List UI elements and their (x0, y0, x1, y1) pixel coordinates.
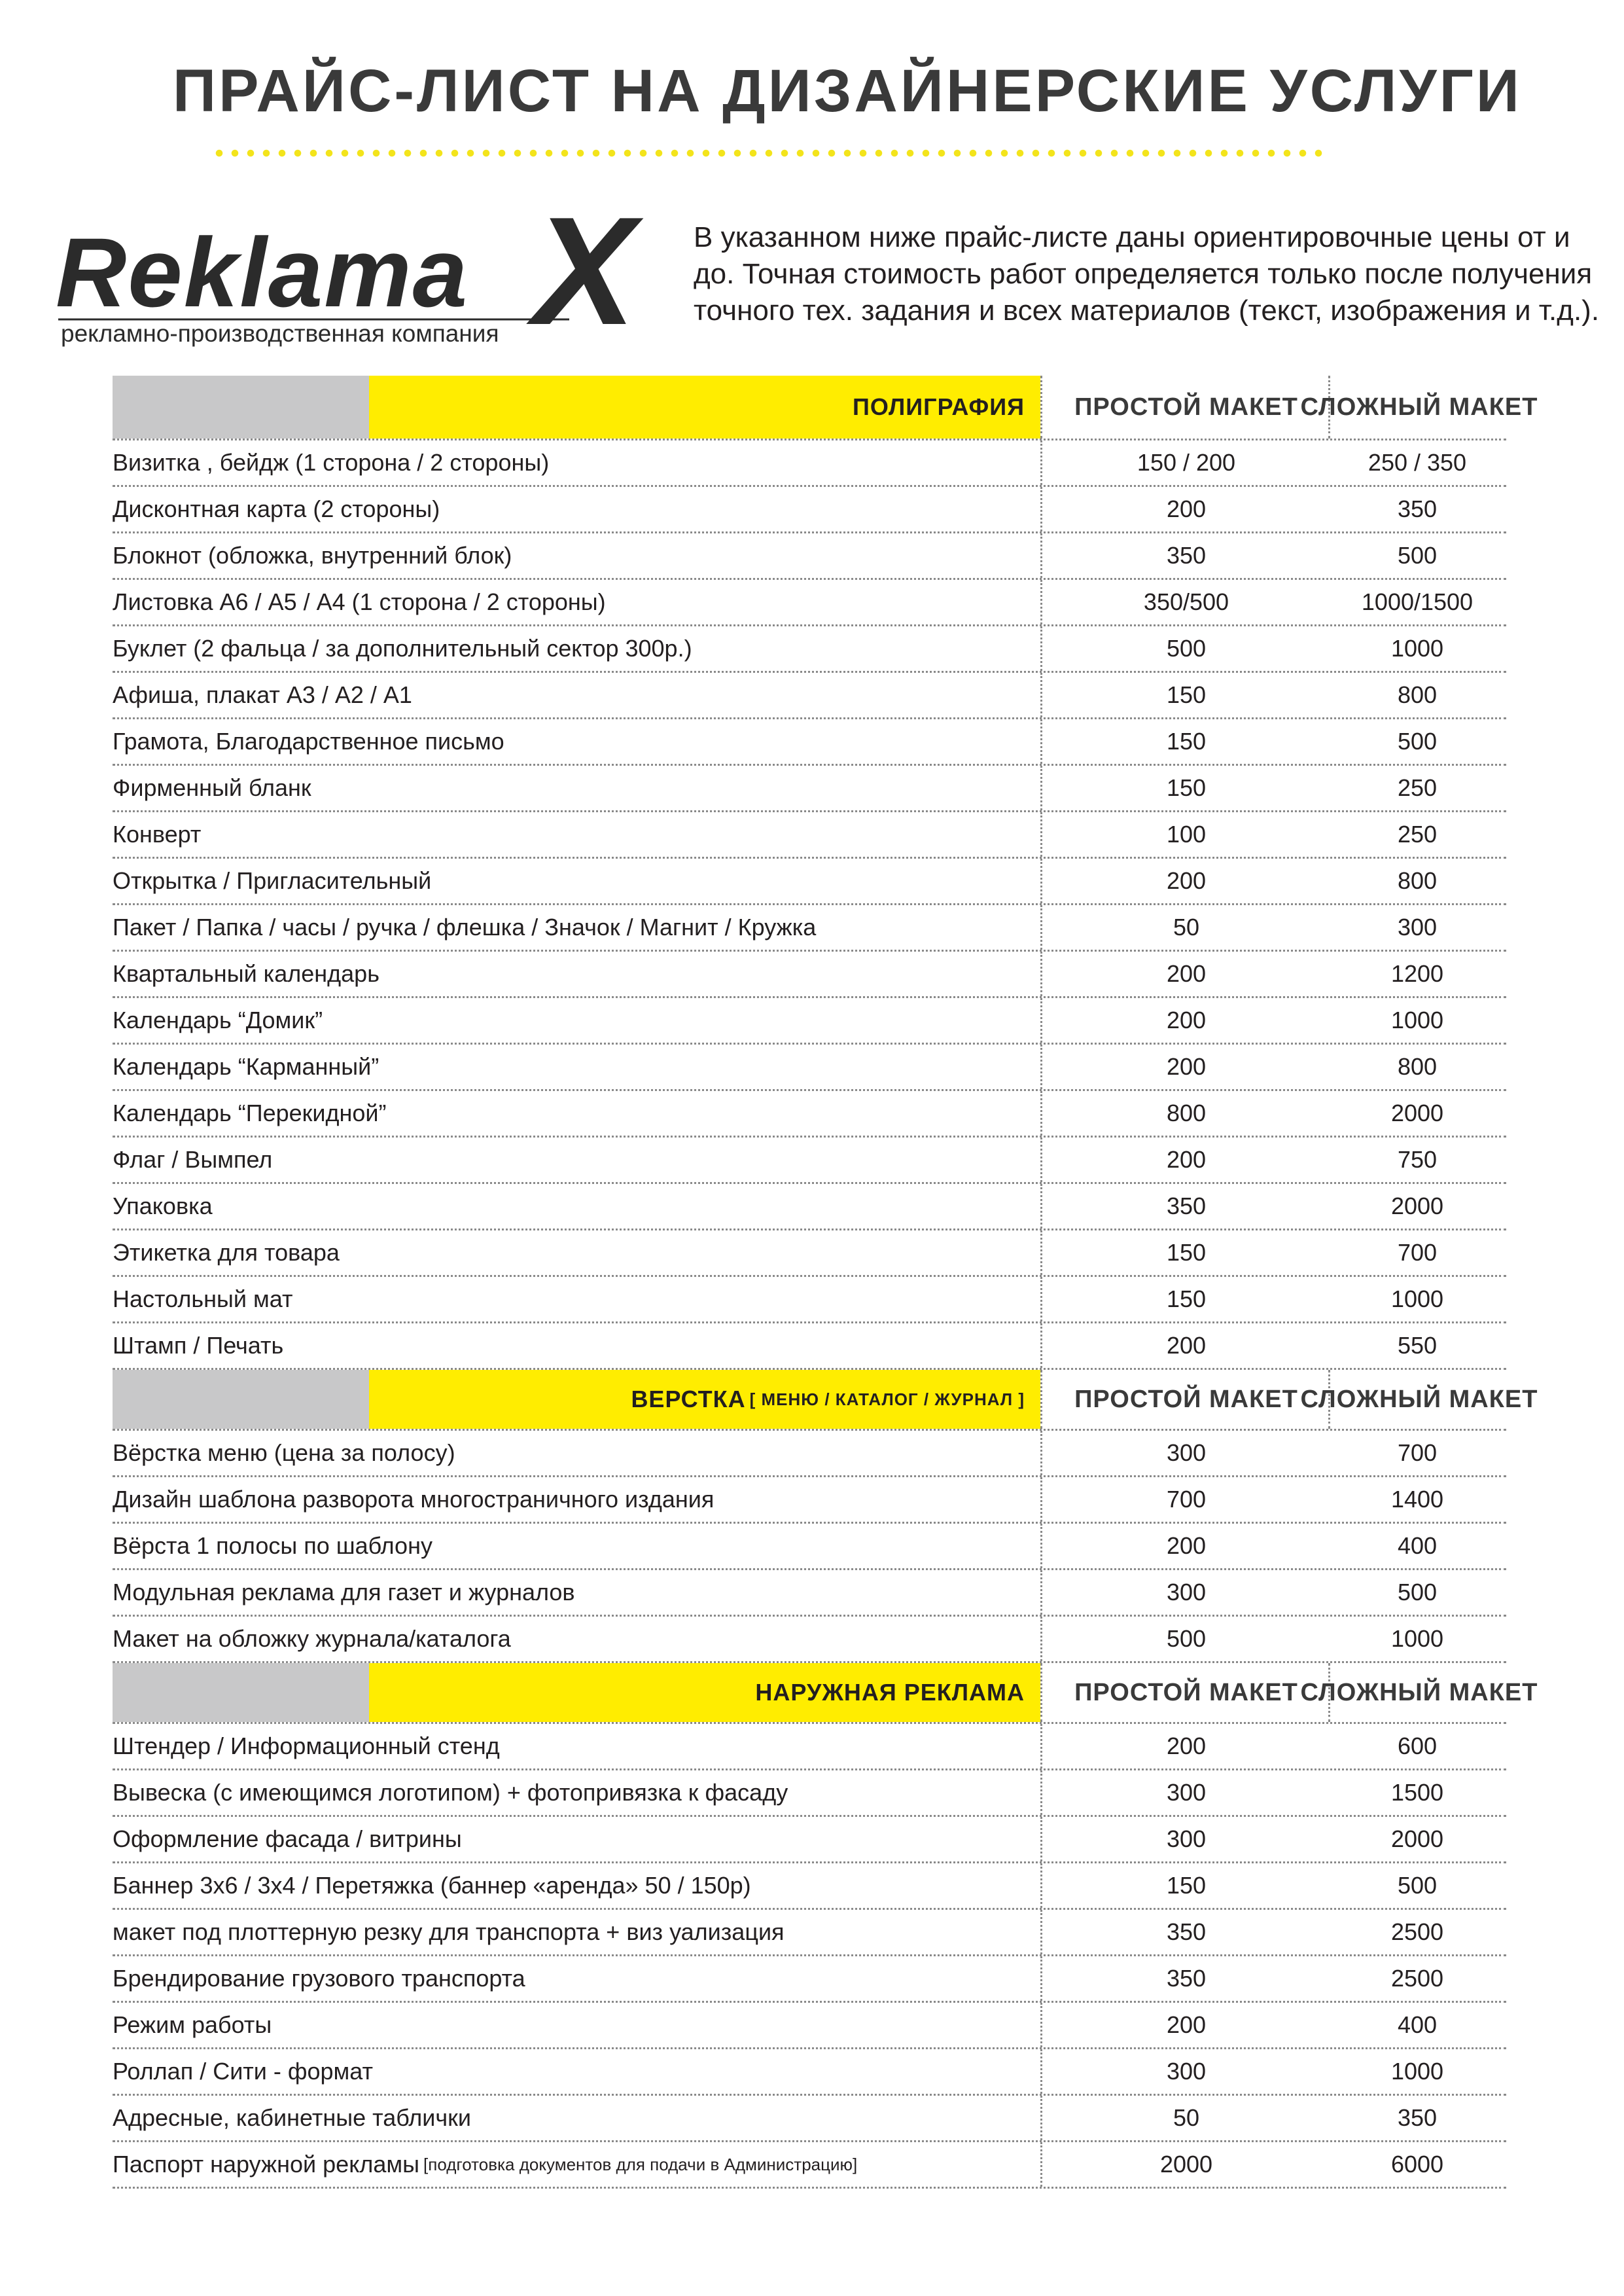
service-name-text: Календарь “Перекидной” (113, 1100, 387, 1126)
price-simple: 500 (1040, 1617, 1330, 1661)
table-row (113, 1956, 1506, 2003)
price-complex: 250 (1397, 821, 1438, 848)
logo-brand: Reklama (56, 217, 469, 327)
price-simple: 350 (1040, 533, 1330, 578)
service-name (113, 626, 1040, 671)
price-simple: 350 (1040, 1184, 1330, 1229)
table-row (113, 1477, 1506, 1524)
table-row (113, 2003, 1506, 2049)
price-simple: 150 (1040, 1863, 1330, 1908)
service-name (113, 952, 1040, 996)
service-name-text: Паспорт наружной рекламы (113, 2151, 420, 2178)
table-row (113, 580, 1506, 626)
intro-text: В указанном ниже прайс-листе даны ориентировочные цены от и до. Точная стоимость работ определяется только после получения точного тех. задания и всех материалов (текст, изображения и т.д.). (694, 221, 1600, 327)
table-row (113, 1431, 1506, 1477)
price-simple: 200 (1040, 998, 1330, 1043)
dotted-divider (211, 149, 1324, 157)
price-complex: 1000 (1390, 635, 1444, 662)
service-note: [подготовка документов для подачи в Администрацию] (423, 2154, 858, 2174)
service-name-text: Дисконтная карта (2 стороны) (113, 495, 440, 522)
service-name-text: Календарь “Домик” (113, 1007, 323, 1033)
price-simple: 50 (1040, 2096, 1330, 2140)
table-row (113, 626, 1506, 673)
service-name-text: Календарь “Карманный” (113, 1053, 380, 1080)
price-complex: 1000 (1390, 1625, 1444, 1652)
table-row (113, 1524, 1506, 1570)
service-name-text: Адресные, кабинетные таблички (113, 2104, 471, 2131)
column-header-complex: СЛОЖНЫЙ МАКЕТ (1328, 376, 1508, 439)
table-row (113, 1323, 1506, 1370)
price-simple: 350 (1040, 1956, 1330, 2001)
service-name-text: Баннер 3х6 / 3х4 / Перетяжка (баннер «аренда» 50 / 150р) (113, 1872, 751, 1899)
service-name (113, 859, 1040, 903)
column-header-complex: СЛОЖНЫЙ МАКЕТ (1328, 1663, 1508, 1722)
table-row (113, 1091, 1506, 1138)
service-name-text: Роллап / Сити - формат (113, 2058, 374, 2085)
service-name (113, 1138, 1040, 1182)
price-simple: 150 (1040, 719, 1330, 764)
price-simple: 50 (1040, 905, 1330, 950)
price-simple: 200 (1040, 1524, 1330, 1568)
table-row (113, 1570, 1506, 1617)
header-gray-block (113, 1663, 369, 1722)
service-name-text: Этикетка для товара (113, 1239, 340, 1266)
price-simple: 200 (1040, 1045, 1330, 1089)
price-simple: 200 (1040, 952, 1330, 996)
table-row (113, 1230, 1506, 1277)
price-simple: 200 (1040, 1724, 1330, 1768)
service-name (113, 2142, 1040, 2187)
service-name-text: Вёрста 1 полосы по шаблону (113, 1532, 432, 1559)
price-table (113, 376, 1538, 2189)
service-name (113, 905, 1040, 950)
service-name (113, 1817, 1040, 1861)
service-name (113, 1431, 1040, 1475)
price-simple: 200 (1040, 859, 1330, 903)
table-row (113, 1724, 1506, 1770)
price-simple: 350 (1040, 1910, 1330, 1954)
table-row (113, 673, 1506, 719)
price-complex: 500 (1397, 542, 1438, 569)
header-gray-block (113, 1370, 369, 1429)
price-simple: 150 / 200 (1040, 440, 1330, 485)
service-name (113, 1956, 1040, 2001)
header-gray-block (113, 376, 369, 439)
service-name (113, 2096, 1040, 2140)
price-complex: 2000 (1390, 1100, 1444, 1126)
table-row (113, 719, 1506, 766)
price-complex: 500 (1397, 728, 1438, 755)
table-row (113, 1045, 1506, 1091)
column-header-simple: ПРОСТОЙ МАКЕТ (1040, 1370, 1330, 1429)
service-name-text: Конверт (113, 821, 202, 848)
table-row (113, 1617, 1506, 1663)
service-name-text: Модульная реклама для газет и журналов (113, 1579, 575, 1605)
table-row (113, 533, 1506, 580)
service-name-text: Макет на обложку журнала/каталога (113, 1625, 511, 1652)
price-complex: 1000 (1390, 1285, 1444, 1312)
service-name-text: Блокнот (обложка, внутренний блок) (113, 542, 512, 569)
service-name (113, 1617, 1040, 1661)
price-complex: 250 / 350 (1368, 449, 1467, 476)
price-complex: 1000 (1390, 1007, 1444, 1033)
service-name (113, 1863, 1040, 1908)
price-complex: 1000/1500 (1361, 588, 1474, 615)
table-row (113, 1184, 1506, 1230)
price-simple: 700 (1040, 1477, 1330, 1522)
service-name (113, 766, 1040, 810)
service-name-text: Оформление фасада / витрины (113, 1825, 462, 1852)
price-complex: 2000 (1390, 1825, 1444, 1852)
price-simple: 300 (1040, 1770, 1330, 1815)
table-row (113, 859, 1506, 905)
service-name (113, 1045, 1040, 1089)
price-complex: 1500 (1390, 1779, 1444, 1806)
price-simple: 150 (1040, 673, 1330, 717)
section-title (369, 1663, 1040, 1722)
table-row (113, 905, 1506, 952)
table-row (113, 1910, 1506, 1956)
price-simple: 2000 (1040, 2142, 1330, 2187)
table-row (113, 2096, 1506, 2142)
service-name-text: макет под плоттерную резку для транспорта + виз уализация (113, 1918, 785, 1945)
service-name-text: Буклет (2 фальца / за дополнительный сектор 300р.) (113, 635, 692, 662)
service-name-text: Режим работы (113, 2011, 272, 2038)
price-complex: 1400 (1390, 1486, 1444, 1513)
section-title-text: НАРУЖНАЯ РЕКЛАМА (755, 1679, 1025, 1706)
service-name (113, 719, 1040, 764)
service-name-text: Флаг / Вымпел (113, 1146, 273, 1173)
price-simple: 200 (1040, 487, 1330, 531)
price-simple: 200 (1040, 1138, 1330, 1182)
section-subtitle: [ МЕНЮ / КАТАЛОГ / ЖУРНАЛ ] (749, 1389, 1025, 1409)
service-name (113, 440, 1040, 485)
price-complex: 750 (1397, 1146, 1438, 1173)
price-complex: 2000 (1390, 1193, 1444, 1219)
table-row (113, 812, 1506, 859)
price-simple: 150 (1040, 766, 1330, 810)
price-complex: 400 (1397, 1532, 1438, 1559)
table-row (113, 1138, 1506, 1184)
service-name (113, 1323, 1040, 1368)
service-name-text: Пакет / Папка / часы / ручка / флешка / Значок / Магнит / Кружка (113, 914, 817, 941)
service-name (113, 1091, 1040, 1136)
price-complex: 700 (1397, 1439, 1438, 1466)
service-name (113, 673, 1040, 717)
price-complex: 800 (1397, 1053, 1438, 1080)
service-name-text: Штамп / Печать (113, 1332, 284, 1359)
service-name (113, 533, 1040, 578)
service-name-text: Упаковка (113, 1193, 213, 1219)
service-name-text: Вёрстка меню (цена за полосу) (113, 1439, 455, 1466)
price-simple: 500 (1040, 626, 1330, 671)
price-complex: 2500 (1390, 1918, 1444, 1945)
price-complex: 800 (1397, 867, 1438, 894)
price-complex: 250 (1397, 774, 1438, 801)
service-name-text: Штендер / Информационный стенд (113, 1732, 500, 1759)
price-complex: 6000 (1390, 2151, 1444, 2178)
price-complex: 800 (1397, 681, 1438, 708)
service-name-text: Вывеска (с имеющимся логотипом) + фотопривязка к фасаду (113, 1779, 788, 1806)
reklamax-logo (49, 209, 671, 347)
section-title-text: ПОЛИГРАФИЯ (853, 393, 1025, 420)
service-name (113, 1524, 1040, 1568)
price-simple: 350/500 (1040, 580, 1330, 624)
table-row (113, 1277, 1506, 1323)
table-row (113, 487, 1506, 533)
table-row (113, 1863, 1506, 1910)
logo-tagline: рекламно-производственная компания (61, 320, 499, 347)
service-name-text: Брендирование грузового транспорта (113, 1965, 525, 1992)
section-header (113, 1663, 1538, 1724)
price-simple: 200 (1040, 1323, 1330, 1368)
price-simple: 100 (1040, 812, 1330, 857)
service-name (113, 998, 1040, 1043)
service-name (113, 1724, 1040, 1768)
page-title: ПРАЙС-ЛИСТ НА ДИЗАЙНЕРСКИЕ УСЛУГИ (173, 58, 1522, 124)
service-name (113, 2049, 1040, 2094)
service-name-text: Листовка А6 / А5 / А4 (1 сторона / 2 стороны) (113, 588, 606, 615)
service-name (113, 580, 1040, 624)
table-row (113, 2049, 1506, 2096)
service-name (113, 1910, 1040, 1954)
price-complex: 600 (1397, 1732, 1438, 1759)
price-complex: 550 (1397, 1332, 1438, 1359)
service-name-text: Открытка / Пригласительный (113, 867, 432, 894)
column-header-simple: ПРОСТОЙ МАКЕТ (1040, 376, 1330, 439)
price-complex: 2500 (1390, 1965, 1444, 1992)
section-title (369, 376, 1040, 439)
table-row (113, 766, 1506, 812)
price-simple: 200 (1040, 2003, 1330, 2047)
service-name-text: Квартальный календарь (113, 960, 380, 987)
section-header (113, 376, 1538, 440)
price-simple: 300 (1040, 1817, 1330, 1861)
service-name (113, 2003, 1040, 2047)
price-simple: 800 (1040, 1091, 1330, 1136)
price-simple: 300 (1040, 2049, 1330, 2094)
price-simple: 300 (1040, 1431, 1330, 1475)
table-row (113, 998, 1506, 1045)
table-row (113, 2142, 1506, 2189)
service-name-text: Фирменный бланк (113, 774, 311, 801)
price-complex: 350 (1397, 2104, 1438, 2131)
section-title (369, 1370, 1040, 1429)
service-name (113, 812, 1040, 857)
service-name (113, 1184, 1040, 1229)
column-header-simple: ПРОСТОЙ МАКЕТ (1040, 1663, 1330, 1722)
price-complex: 400 (1397, 2011, 1438, 2038)
section-header (113, 1370, 1538, 1431)
price-simple: 150 (1040, 1277, 1330, 1321)
service-name (113, 1230, 1040, 1275)
service-name-text: Афиша, плакат А3 / А2 / А1 (113, 681, 412, 708)
price-complex: 300 (1397, 914, 1438, 941)
price-complex: 1000 (1390, 2058, 1444, 2085)
price-simple: 150 (1040, 1230, 1330, 1275)
table-row (113, 440, 1506, 487)
service-name (113, 1277, 1040, 1321)
service-name (113, 1770, 1040, 1815)
price-complex: 500 (1397, 1872, 1438, 1899)
service-name (113, 1570, 1040, 1615)
service-name-text: Настольный мат (113, 1285, 293, 1312)
table-row (113, 1770, 1506, 1817)
table-row (113, 1817, 1506, 1863)
price-simple: 300 (1040, 1570, 1330, 1615)
service-name (113, 487, 1040, 531)
price-complex: 500 (1397, 1579, 1438, 1605)
table-row (113, 952, 1506, 998)
service-name-text: Грамота, Благодарственное письмо (113, 728, 504, 755)
price-complex: 350 (1397, 495, 1438, 522)
price-complex: 1200 (1390, 960, 1444, 987)
column-header-complex: СЛОЖНЫЙ МАКЕТ (1328, 1370, 1508, 1429)
price-complex: 700 (1397, 1239, 1438, 1266)
service-name-text: Дизайн шаблона разворота многостраничного издания (113, 1486, 715, 1513)
service-name-text: Визитка , бейдж (1 сторона / 2 стороны) (113, 449, 550, 476)
service-name (113, 1477, 1040, 1522)
logo-x: X (533, 209, 636, 347)
section-title-text: ВЕРСТКА (631, 1386, 746, 1412)
